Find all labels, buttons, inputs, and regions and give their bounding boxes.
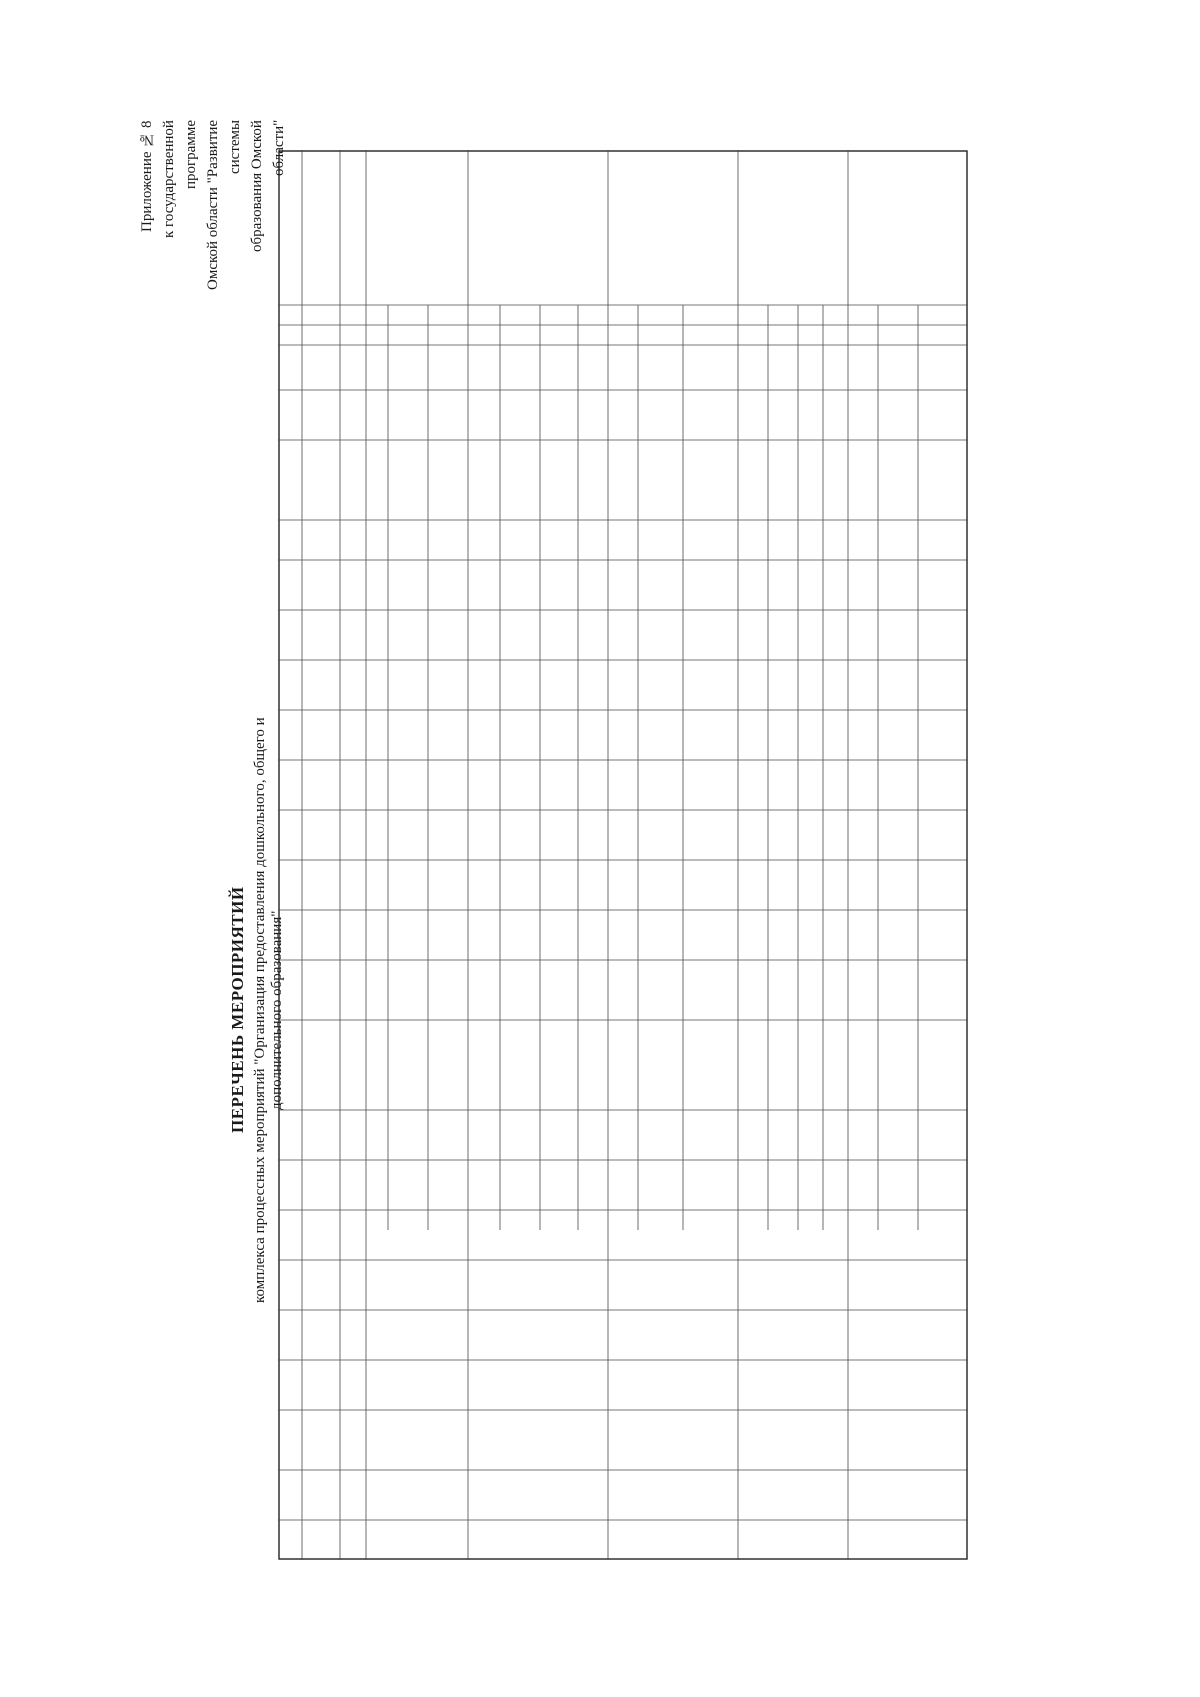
table-frame (279, 151, 967, 1559)
title-subheading: комплекса процессных мероприятий "Организация предоставления дошкольного, общего и дополнительного образования" (252, 717, 285, 1303)
title-heading: ПЕРЕЧЕНЬ МЕРОПРИЯТИЙ (228, 886, 247, 1134)
appendix-line: Омской области "Развитие системы (205, 120, 243, 291)
measures-table (278, 150, 968, 1560)
appendix-line: образования Омской области" (249, 120, 287, 252)
appendix-line: к государственной программе (161, 120, 199, 238)
appendix-number: Приложение № 8 (139, 120, 155, 232)
measures-table-grid (278, 150, 968, 1560)
appendix-caption (136, 120, 290, 310)
